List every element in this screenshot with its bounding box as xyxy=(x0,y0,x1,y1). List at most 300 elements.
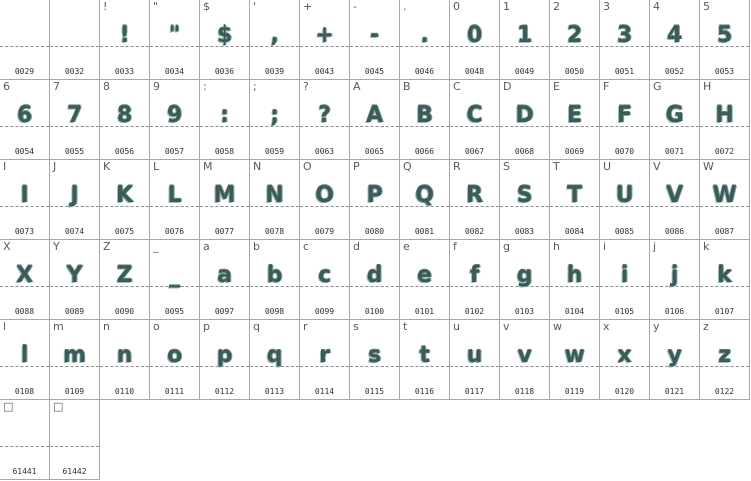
glyph-char-label: t xyxy=(403,320,408,333)
glyph-sample: P xyxy=(366,183,383,208)
glyph-cell[interactable] xyxy=(550,80,600,160)
glyph-sample: 9 xyxy=(166,103,183,128)
glyph-sample xyxy=(50,416,99,456)
glyph-code: 0074 xyxy=(64,227,85,236)
glyph-sample: k xyxy=(717,263,732,288)
glyph-cell[interactable] xyxy=(650,320,700,400)
glyph-cell[interactable] xyxy=(0,400,50,480)
glyph-cell[interactable] xyxy=(500,320,550,400)
glyph-cell[interactable] xyxy=(50,320,100,400)
glyph-sample: N xyxy=(265,183,284,208)
glyph-char-label: 7 xyxy=(53,80,60,93)
glyph-char-label: ; xyxy=(253,80,257,93)
glyph-char-label: Z xyxy=(103,240,111,253)
glyph-cell[interactable] xyxy=(600,80,650,160)
glyph-sample: V xyxy=(665,183,684,208)
glyph-sample: y xyxy=(667,343,682,368)
glyph-code: 61441 xyxy=(12,467,37,476)
glyph-code: 0029 xyxy=(14,67,35,76)
glyph-cell[interactable] xyxy=(600,240,650,320)
glyph-code: 0083 xyxy=(514,227,535,236)
glyph-cell[interactable] xyxy=(150,80,200,160)
glyph-cell[interactable] xyxy=(150,160,200,240)
glyph-cell[interactable] xyxy=(350,160,400,240)
glyph-sample: : xyxy=(220,103,229,128)
glyph-code: 0039 xyxy=(264,67,285,76)
glyph-code: 0113 xyxy=(264,387,285,396)
glyph-cell[interactable] xyxy=(550,320,600,400)
glyph-cell[interactable] xyxy=(400,240,450,320)
glyph-cell[interactable] xyxy=(0,240,50,320)
glyph-code: 0069 xyxy=(564,147,585,156)
glyph-sample: 3 xyxy=(616,23,633,48)
glyph-char-label: f xyxy=(453,240,457,253)
glyph-code: 0111 xyxy=(164,387,185,396)
glyph-sample: d xyxy=(366,263,383,288)
glyph-sample: Z xyxy=(116,263,133,288)
glyph-code: 0104 xyxy=(564,307,585,316)
glyph-sample: q xyxy=(266,343,283,368)
glyph-char-label: " xyxy=(153,0,159,13)
glyph-cell[interactable] xyxy=(700,0,750,80)
glyph-cell[interactable] xyxy=(100,80,150,160)
glyph-sample: B xyxy=(416,103,433,128)
glyph-cell[interactable] xyxy=(450,80,500,160)
glyph-char-label: N xyxy=(253,160,262,173)
glyph-char-label: ! xyxy=(103,0,108,13)
glyph-sample: H xyxy=(715,103,734,128)
glyph-char-label: U xyxy=(603,160,612,173)
glyph-sample: p xyxy=(216,343,233,368)
glyph-code: 0054 xyxy=(14,147,35,156)
glyph-cell[interactable] xyxy=(400,320,450,400)
glyph-char-label: 9 xyxy=(153,80,160,93)
glyph-char-label: P xyxy=(353,160,360,173)
glyph-code: 0100 xyxy=(364,307,385,316)
glyph-code: 0065 xyxy=(364,147,385,156)
glyph-code: 0080 xyxy=(364,227,385,236)
glyph-sample: 2 xyxy=(566,23,583,48)
glyph-cell[interactable] xyxy=(50,0,100,80)
glyph-char-label: J xyxy=(53,160,57,173)
glyph-sample: 4 xyxy=(666,23,683,48)
glyph-code: 0070 xyxy=(614,147,635,156)
glyph-char-label: 8 xyxy=(103,80,110,93)
glyph-sample: z xyxy=(718,343,731,368)
glyph-sample: Q xyxy=(415,183,434,208)
glyph-code: 0086 xyxy=(664,227,685,236)
glyph-cell[interactable] xyxy=(550,0,600,80)
glyph-cell[interactable] xyxy=(300,0,350,80)
glyph-cell[interactable] xyxy=(100,0,150,80)
glyph-cell[interactable] xyxy=(250,160,300,240)
glyph-cell[interactable] xyxy=(650,80,700,160)
glyph-code: 0081 xyxy=(414,227,435,236)
glyph-char-label: O xyxy=(303,160,312,173)
glyph-sample: g xyxy=(516,263,533,288)
glyph-cell[interactable] xyxy=(500,0,550,80)
glyph-sample: b xyxy=(266,263,283,288)
glyph-sample xyxy=(0,416,49,456)
glyph-cell[interactable] xyxy=(650,0,700,80)
glyph-char-label: j xyxy=(653,240,657,253)
glyph-char-label: S xyxy=(503,160,510,173)
glyph-cell[interactable] xyxy=(300,160,350,240)
glyph-code: 0089 xyxy=(64,307,85,316)
glyph-cell[interactable] xyxy=(250,320,300,400)
glyph-cell[interactable] xyxy=(0,320,50,400)
glyph-sample: C xyxy=(466,103,483,128)
glyph-cell[interactable] xyxy=(400,160,450,240)
glyph-char-label: q xyxy=(253,320,260,333)
glyph-sample: Y xyxy=(66,263,83,288)
glyph-sample: K xyxy=(115,183,134,208)
glyph-code: 0057 xyxy=(164,147,185,156)
glyph-sample: v xyxy=(517,343,532,368)
glyph-char-label: L xyxy=(153,160,160,173)
glyph-char-label: g xyxy=(503,240,510,253)
glyph-cell[interactable] xyxy=(300,80,350,160)
glyph-cell[interactable] xyxy=(250,80,300,160)
glyph-cell[interactable] xyxy=(200,320,250,400)
glyph-code: 0084 xyxy=(564,227,585,236)
glyph-char-label: a xyxy=(203,240,210,253)
glyph-cell[interactable] xyxy=(700,240,750,320)
glyph-sample: c xyxy=(317,263,332,288)
glyph-char-label: e xyxy=(403,240,410,253)
glyph-cell[interactable] xyxy=(600,160,650,240)
glyph-code: 0120 xyxy=(614,387,635,396)
glyph-char-label: $ xyxy=(203,0,210,13)
glyph-sample: " xyxy=(168,23,181,48)
glyph-sample: D xyxy=(515,103,534,128)
glyph-char-label: V xyxy=(653,160,661,173)
glyph-char-label: □ xyxy=(53,400,64,413)
glyph-cell[interactable] xyxy=(600,0,650,80)
glyph-cell[interactable] xyxy=(0,160,50,240)
glyph-sample: t xyxy=(419,343,430,368)
glyph-code: 0098 xyxy=(264,307,285,316)
glyph-code: 0097 xyxy=(214,307,235,316)
glyph-code: 0082 xyxy=(464,227,485,236)
glyph-char-label: h xyxy=(553,240,560,253)
glyph-char-label: m xyxy=(53,320,64,333)
glyph-code: 0068 xyxy=(514,147,535,156)
glyph-char-label: W xyxy=(703,160,714,173)
glyph-sample: A xyxy=(365,103,384,128)
glyph-code: 0118 xyxy=(514,387,535,396)
glyph-code: 0043 xyxy=(314,67,335,76)
glyph-code: 0108 xyxy=(14,387,35,396)
glyph-code: 0116 xyxy=(414,387,435,396)
glyph-code: 0112 xyxy=(214,387,235,396)
glyph-sample: U xyxy=(615,183,634,208)
glyph-sample: h xyxy=(566,263,583,288)
glyph-cell[interactable] xyxy=(300,320,350,400)
glyph-char-label: p xyxy=(203,320,210,333)
glyph-sample: T xyxy=(566,183,582,208)
glyph-code: 0051 xyxy=(614,67,635,76)
glyph-sample: 8 xyxy=(116,103,133,128)
glyph-char-label: B xyxy=(403,80,411,93)
glyph-code: 0109 xyxy=(64,387,85,396)
glyph-code: 0056 xyxy=(114,147,135,156)
glyph-cell[interactable] xyxy=(200,240,250,320)
glyph-char-label: r xyxy=(303,320,308,333)
glyph-sample xyxy=(0,16,49,56)
glyph-sample: f xyxy=(469,263,480,288)
glyph-char-label: D xyxy=(503,80,512,93)
glyph-sample: 7 xyxy=(66,103,83,128)
glyph-cell[interactable] xyxy=(100,320,150,400)
glyph-cell[interactable] xyxy=(700,320,750,400)
glyph-sample: M xyxy=(213,183,236,208)
glyph-sample: . xyxy=(420,23,429,48)
glyph-cell[interactable] xyxy=(250,240,300,320)
glyph-sample: x xyxy=(617,343,632,368)
glyph-cell[interactable] xyxy=(150,0,200,80)
glyph-sample: j xyxy=(670,263,679,288)
glyph-code: 0055 xyxy=(64,147,85,156)
glyph-cell[interactable] xyxy=(50,160,100,240)
glyph-code: 0087 xyxy=(714,227,735,236)
glyph-cell[interactable] xyxy=(500,160,550,240)
glyph-char-label: E xyxy=(553,80,560,93)
glyph-code: 0071 xyxy=(664,147,685,156)
glyph-cell[interactable] xyxy=(450,320,500,400)
glyph-code: 0066 xyxy=(414,147,435,156)
glyph-code: 0110 xyxy=(114,387,135,396)
glyph-cell[interactable] xyxy=(350,240,400,320)
glyph-sample: 5 xyxy=(716,23,733,48)
glyph-char-label: 2 xyxy=(553,0,560,13)
glyph-cell[interactable] xyxy=(450,0,500,80)
glyph-code: 0032 xyxy=(64,67,85,76)
glyph-code: 0050 xyxy=(564,67,585,76)
glyph-code: 0115 xyxy=(364,387,385,396)
glyph-sample: R xyxy=(466,183,483,208)
glyph-sample: , xyxy=(270,23,279,48)
glyph-cell[interactable] xyxy=(150,320,200,400)
glyph-char-label: c xyxy=(303,240,310,253)
glyph-cell[interactable] xyxy=(400,0,450,80)
glyph-cell[interactable] xyxy=(650,160,700,240)
glyph-sample: ! xyxy=(119,23,130,48)
glyph-code: 0076 xyxy=(164,227,185,236)
glyph-code: 0095 xyxy=(164,307,185,316)
glyph-code: 0105 xyxy=(614,307,635,316)
glyph-sample: e xyxy=(417,263,432,288)
glyph-sample: + xyxy=(315,23,334,48)
glyph-sample: 6 xyxy=(16,103,33,128)
glyph-code: 0046 xyxy=(414,67,435,76)
glyph-sample: - xyxy=(369,23,380,48)
glyph-cell[interactable] xyxy=(0,0,50,80)
glyph-sample: a xyxy=(217,263,232,288)
glyph-char-label: . xyxy=(403,0,407,13)
glyph-sample: G xyxy=(665,103,684,128)
glyph-cell[interactable] xyxy=(700,80,750,160)
glyph-sample: E xyxy=(566,103,583,128)
glyph-cell[interactable] xyxy=(150,240,200,320)
glyph-char-label: Q xyxy=(403,160,412,173)
glyph-code: 0036 xyxy=(214,67,235,76)
glyph-char-label: k xyxy=(703,240,710,253)
glyph-sample: J xyxy=(70,183,79,208)
glyph-code: 0088 xyxy=(14,307,35,316)
glyph-code: 0063 xyxy=(314,147,335,156)
glyph-code: 0053 xyxy=(714,67,735,76)
glyph-cell[interactable] xyxy=(350,320,400,400)
glyph-cell[interactable] xyxy=(650,240,700,320)
glyph-code: 0067 xyxy=(464,147,485,156)
glyph-cell[interactable] xyxy=(500,240,550,320)
glyph-char-label: A xyxy=(353,80,361,93)
glyph-code: 0075 xyxy=(114,227,135,236)
glyph-char-label: X xyxy=(3,240,11,253)
glyph-code: 0085 xyxy=(614,227,635,236)
glyph-cell[interactable] xyxy=(350,0,400,80)
glyph-cell[interactable] xyxy=(50,240,100,320)
glyph-code: 0106 xyxy=(664,307,685,316)
glyph-sample: n xyxy=(116,343,133,368)
glyph-code: 0102 xyxy=(464,307,485,316)
glyph-code: 0034 xyxy=(164,67,185,76)
glyph-char-label: M xyxy=(203,160,213,173)
glyph-cell[interactable] xyxy=(100,160,150,240)
glyph-code: 0107 xyxy=(714,307,735,316)
glyph-char-label: R xyxy=(453,160,461,173)
glyph-cell[interactable] xyxy=(550,160,600,240)
glyph-sample: i xyxy=(620,263,629,288)
glyph-char-label: + xyxy=(303,0,313,13)
glyph-char-label: H xyxy=(703,80,712,93)
glyph-char-label: G xyxy=(653,80,662,93)
glyph-code: 0090 xyxy=(114,307,135,316)
glyph-code: 0058 xyxy=(214,147,235,156)
glyph-char-label: s xyxy=(353,320,359,333)
glyph-char-label: u xyxy=(453,320,460,333)
glyph-sample: 0 xyxy=(466,23,483,48)
glyph-code: 0073 xyxy=(14,227,35,236)
glyph-char-label: 3 xyxy=(603,0,610,13)
glyph-cell[interactable] xyxy=(450,160,500,240)
glyph-char-label: ' xyxy=(253,0,257,13)
glyph-char-label: v xyxy=(503,320,510,333)
glyph-char-label: b xyxy=(253,240,260,253)
glyph-cell[interactable] xyxy=(700,160,750,240)
glyph-code: 0101 xyxy=(414,307,435,316)
glyph-cell[interactable] xyxy=(450,240,500,320)
glyph-char-label: 5 xyxy=(703,0,710,13)
glyph-char-label: I xyxy=(3,160,7,173)
glyph-sample: ? xyxy=(318,103,331,128)
glyph-sample: O xyxy=(315,183,334,208)
glyph-sample: o xyxy=(166,343,183,368)
glyph-char-label: w xyxy=(553,320,562,333)
glyph-cell[interactable] xyxy=(200,0,250,80)
glyph-char-label: □ xyxy=(3,400,14,413)
glyph-cell[interactable] xyxy=(50,400,100,480)
glyph-cell[interactable] xyxy=(600,320,650,400)
glyph-sample: $ xyxy=(216,23,233,48)
glyph-sample: r xyxy=(319,343,330,368)
glyph-char-label: d xyxy=(353,240,360,253)
glyph-sample: W xyxy=(712,183,737,208)
glyph-char-label: z xyxy=(703,320,709,333)
glyph-char-label: _ xyxy=(153,240,159,253)
glyph-char-label: : xyxy=(203,80,207,93)
glyph-char-label: T xyxy=(553,160,560,173)
glyph-char-label: 1 xyxy=(503,0,510,13)
glyph-cell[interactable] xyxy=(550,240,600,320)
glyph-code: 0077 xyxy=(214,227,235,236)
glyph-sample: F xyxy=(616,103,633,128)
glyph-cell[interactable] xyxy=(300,240,350,320)
glyph-cell[interactable] xyxy=(100,240,150,320)
glyph-char-label: 6 xyxy=(3,80,10,93)
glyph-sample: X xyxy=(16,263,33,288)
glyph-sample: _ xyxy=(169,263,180,288)
glyph-code: 0072 xyxy=(714,147,735,156)
glyph-code: 0099 xyxy=(314,307,335,316)
glyph-sample: s xyxy=(367,343,382,368)
glyph-code: 61442 xyxy=(62,467,87,476)
glyph-code: 0117 xyxy=(464,387,485,396)
glyph-code: 0048 xyxy=(464,67,485,76)
glyph-char-label: C xyxy=(453,80,461,93)
glyph-code: 0121 xyxy=(664,387,685,396)
glyph-char-label: l xyxy=(3,320,7,333)
glyph-cell[interactable] xyxy=(400,80,450,160)
glyph-cell[interactable] xyxy=(250,0,300,80)
glyph-cell[interactable] xyxy=(0,80,50,160)
glyph-sample: u xyxy=(466,343,483,368)
glyph-code: 0045 xyxy=(364,67,385,76)
glyph-code: 0079 xyxy=(314,227,335,236)
glyph-char-label: n xyxy=(103,320,110,333)
glyph-sample: S xyxy=(516,183,533,208)
glyph-char-label: o xyxy=(153,320,160,333)
glyph-char-label: 4 xyxy=(653,0,660,13)
glyph-code: 0122 xyxy=(714,387,735,396)
glyph-code: 0059 xyxy=(264,147,285,156)
glyph-code: 0049 xyxy=(514,67,535,76)
glyph-sample: 1 xyxy=(516,23,533,48)
glyph-char-label: - xyxy=(353,0,357,13)
glyph-code: 0078 xyxy=(264,227,285,236)
glyph-cell[interactable] xyxy=(350,80,400,160)
glyph-cell[interactable] xyxy=(50,80,100,160)
glyph-cell[interactable] xyxy=(200,160,250,240)
glyph-char-label: y xyxy=(653,320,660,333)
glyph-cell[interactable] xyxy=(200,80,250,160)
glyph-sample xyxy=(50,16,99,56)
glyph-sample: I xyxy=(20,183,29,208)
glyph-char-label: 0 xyxy=(453,0,460,13)
glyph-code: 0033 xyxy=(114,67,135,76)
glyph-sample: w xyxy=(564,343,585,368)
glyph-char-label: ? xyxy=(303,80,309,93)
glyph-sample: l xyxy=(20,343,29,368)
glyph-sample: ; xyxy=(270,103,279,128)
glyph-char-label: i xyxy=(603,240,607,253)
glyph-sample: L xyxy=(167,183,182,208)
glyph-cell[interactable] xyxy=(500,80,550,160)
glyph-char-label: F xyxy=(603,80,610,93)
glyph-code: 0119 xyxy=(564,387,585,396)
glyph-char-label: x xyxy=(603,320,610,333)
